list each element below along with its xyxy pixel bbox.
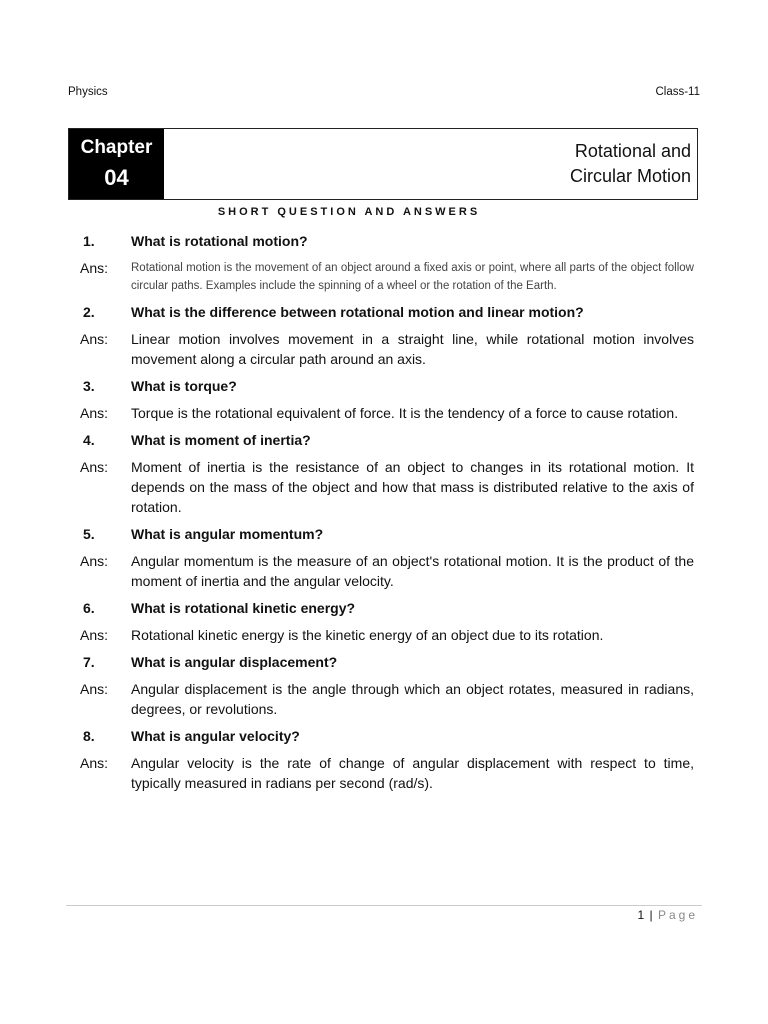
answer-label: Ans: xyxy=(80,260,109,276)
qa-item xyxy=(76,230,694,295)
question-text: What is rotational motion? xyxy=(131,233,308,249)
question-text: What is the difference between rotational motion and linear motion? xyxy=(131,304,584,320)
qa-item xyxy=(76,429,694,517)
question-number: 3. xyxy=(83,378,95,394)
qa-item xyxy=(76,523,694,591)
answer-text: Angular displacement is the angle through which an object rotates, measured in radians, degrees, or revolutions. xyxy=(131,681,694,717)
question-number: 5. xyxy=(83,526,95,542)
question-text: What is angular displacement? xyxy=(131,654,338,670)
chapter-title-line1: Rotational and xyxy=(574,141,691,161)
question-number: 1. xyxy=(83,233,95,249)
question-number: 8. xyxy=(83,728,95,744)
qa-item xyxy=(76,725,694,793)
chapter-label: Chapter xyxy=(80,137,153,158)
answer-text: Moment of inertia is the resistance of an object to changes in its rotational motion. It depends on the mass of the object and how that mass is distributed relative to the axis of rotation. xyxy=(131,459,694,515)
answer-text: Rotational kinetic energy is the kinetic energy of an object due to its rotation. xyxy=(131,627,604,643)
qa-item xyxy=(76,597,694,645)
question-number: 4. xyxy=(83,432,95,448)
answer-label: Ans: xyxy=(80,405,109,421)
question-text: What is rotational kinetic energy? xyxy=(131,600,356,616)
answer-label: Ans: xyxy=(80,331,109,347)
answer-label: Ans: xyxy=(80,627,109,643)
footer-divider xyxy=(66,905,702,906)
answer-label: Ans: xyxy=(80,553,109,569)
chapter-banner xyxy=(68,128,698,200)
page-number: 1 xyxy=(637,908,646,922)
qa-item xyxy=(76,375,694,423)
question-number: 7. xyxy=(83,654,95,670)
question-text: What is angular momentum? xyxy=(131,526,324,542)
page-word: Page xyxy=(657,908,698,922)
page-footer xyxy=(637,908,698,922)
question-text: What is torque? xyxy=(131,378,237,394)
qa-item xyxy=(76,651,694,719)
chapter-title-line2: Circular Motion xyxy=(569,166,691,186)
question-number: 2. xyxy=(83,304,95,320)
section-heading: SHORT QUESTION AND ANSWERS xyxy=(217,206,481,218)
answer-text: Angular momentum is the measure of an object's rotational motion. It is the product of the moment of inertia and the angular velocity. xyxy=(131,553,694,589)
header-class: Class-11 xyxy=(655,86,700,98)
answer-text: Rotational motion is the movement of an object around a fixed axis or point, where all parts of the object follow circular paths. Examples include the spinning of a wheel or the rotation of the Earth. xyxy=(131,262,694,292)
answer-text: Angular velocity is the rate of change of angular displacement with respect to time, typically measured in radians per second (rad/s). xyxy=(131,755,694,791)
answer-text: Torque is the rotational equivalent of force. It is the tendency of a force to cause rotation. xyxy=(131,405,679,421)
question-number: 6. xyxy=(83,600,95,616)
chapter-number: 04 xyxy=(104,165,129,190)
page-separator: | xyxy=(649,908,654,922)
answer-label: Ans: xyxy=(80,459,109,475)
qa-item xyxy=(76,301,694,369)
chapter-title xyxy=(164,129,697,199)
header-subject: Physics xyxy=(68,86,108,98)
question-text: What is moment of inertia? xyxy=(131,432,311,448)
answer-text: Linear motion involves movement in a straight line, while rotational motion involves movement along a circular path around an axis. xyxy=(131,331,694,367)
chapter-badge xyxy=(69,129,164,199)
qa-list xyxy=(76,230,694,799)
question-text: What is angular velocity? xyxy=(131,728,300,744)
answer-label: Ans: xyxy=(80,681,109,697)
answer-label: Ans: xyxy=(80,755,109,771)
